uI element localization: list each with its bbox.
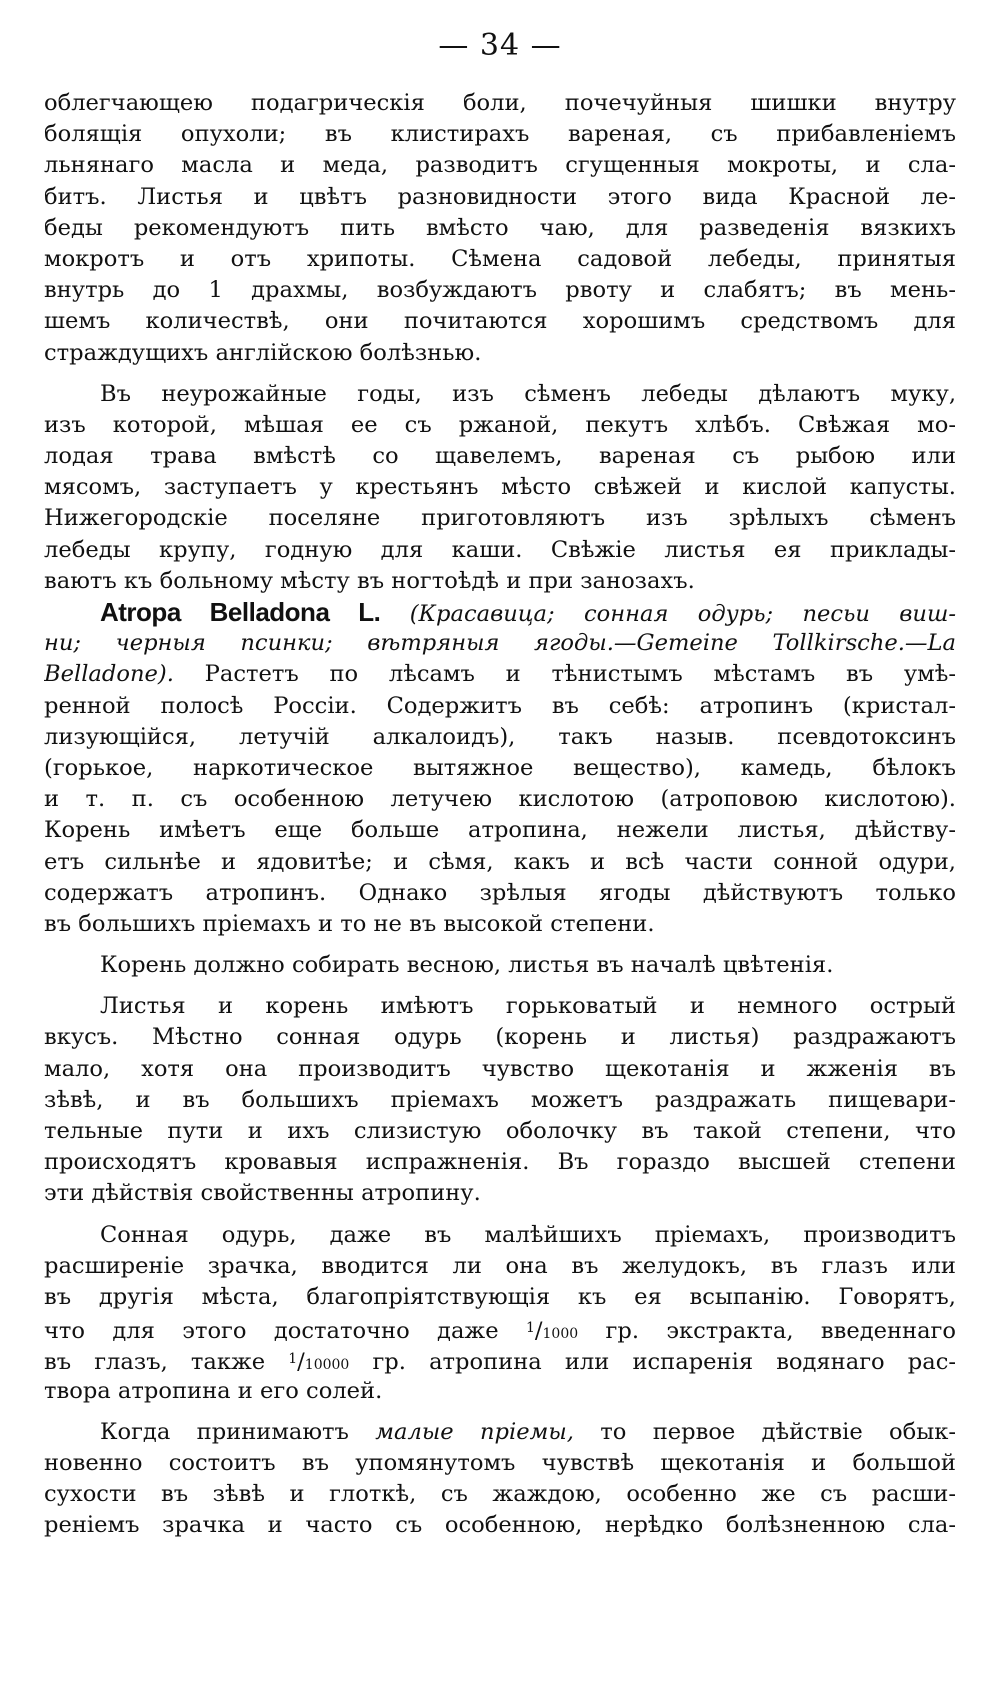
text-run: Когда принимаютъ xyxy=(100,1418,349,1445)
fraction-atropine: $^1$/10000 xyxy=(288,1349,350,1376)
text-line: расширеніе зрачка, вводится ли она въ желудокъ, въ глазъ или xyxy=(44,1252,956,1279)
paragraph-orach-uses xyxy=(44,88,956,369)
text-line: въ другія мѣста, благопріятствующія къ ея всыпанію. Говорятъ, xyxy=(44,1283,956,1310)
entry-heading-line xyxy=(44,597,956,628)
paragraph-harvest xyxy=(44,950,956,981)
text-line: въ большихъ пріемахъ и то не въ высокой степени. xyxy=(44,910,655,937)
text-line xyxy=(44,1313,956,1344)
text-line: болящія опухоли; въ клистирахъ вареная, съ прибавленіемъ xyxy=(44,121,956,148)
text-line: ренной полосѣ Россіи. Содержитъ въ себѣ: атропинъ (кристал- xyxy=(44,692,956,719)
paragraph-pupil-dilation xyxy=(44,1220,956,1407)
text-line: и т. п. съ особенною летучею кислотою (атроповою кислотою). xyxy=(44,786,956,813)
text-line: вкусъ. Мѣстно сонная одурь (корень и листья) раздражаютъ xyxy=(44,1024,956,1051)
paragraph-taste-effects xyxy=(44,991,956,1209)
text-line: зѣвѣ, и въ большихъ пріемахъ можетъ раздражать пищевари- xyxy=(44,1086,956,1113)
text-run: Растетъ по лѣсамъ и тѣнистымъ мѣстамъ въ умѣ- xyxy=(204,661,956,688)
paragraph-small-doses xyxy=(44,1417,956,1542)
text-line: Листья и корень имѣютъ горьковатый и немного острый xyxy=(100,993,956,1020)
text-line: сухости въ зѣвѣ и глоткѣ, съ жаждою, особенно же съ расши- xyxy=(44,1481,956,1508)
text-run: гр. экстракта, введеннаго xyxy=(605,1318,956,1345)
fraction-extract: $^1$/1000 xyxy=(525,1318,579,1345)
species-title: Atropa Belladona L. xyxy=(100,597,381,627)
text-line: Въ неурожайные годы, изъ сѣменъ лебеды дѣлаютъ муку, xyxy=(100,380,956,407)
text-line xyxy=(44,1417,956,1448)
species-french-name: Belladone). xyxy=(44,661,174,688)
text-line xyxy=(44,659,956,690)
text-line: лебеды крупу, годную для каши. Свѣжіе листья ея приклады- xyxy=(44,536,956,563)
book-page xyxy=(44,26,956,1541)
text-line: мало, хотя она производитъ чувство щекотанія и жженія въ xyxy=(44,1055,956,1082)
paragraph-famine-years xyxy=(44,379,956,597)
text-line xyxy=(44,1344,956,1375)
text-line: (горькое, наркотическое вытяжное вещество), камедь, бѣлокъ xyxy=(44,754,956,781)
text-line: облегчающею подагрическія боли, почечуйныя шишки внутру xyxy=(44,90,956,116)
text-line: внутрь до 1 драхмы, возбуждаютъ рвоту и слабятъ; въ мень- xyxy=(44,277,956,304)
text-line: твора атропина и его солей. xyxy=(44,1377,383,1404)
text-run: то первое дѣйствіе обык- xyxy=(600,1418,956,1445)
text-line: мокротъ и отъ хрипоты. Сѣмена садовой лебеды, принятыя xyxy=(44,245,956,272)
text-run: что для этого достаточно даже xyxy=(44,1318,499,1345)
page-number: — 34 — xyxy=(438,28,562,63)
text-line: битъ. Листья и цвѣтъ разновидности этого вида Красной ле- xyxy=(44,183,956,210)
text-line: лодая трава вмѣстѣ со щавелемъ, вареная съ рыбою или xyxy=(44,443,956,470)
text-line: Сонная одурь, даже въ малѣйшихъ пріемахъ, производитъ xyxy=(100,1221,956,1248)
text-line: беды рекомендуютъ пить вмѣсто чаю, для разведенія вязкихъ xyxy=(44,214,956,241)
text-line: ни; черныя псинки; вѣтряныя ягоды.—Gemeine Tollkirsche.—La xyxy=(44,630,956,657)
text-line: Корень должно собирать весною, листья въ началѣ цвѣтенія. xyxy=(100,952,834,979)
text-line: шемъ количествѣ, они почитаются хорошимъ средствомъ для xyxy=(44,308,956,335)
text-line: лизующійся, летучій алкалоидъ), такъ назыв. псевдотоксинъ xyxy=(44,723,956,750)
text-line: льнянаго масла и меда, разводитъ сгущенныя мокроты, и сла- xyxy=(44,152,956,179)
text-line: мясомъ, заступаетъ у крестьянъ мѣсто свѣжей и кислой капусты. xyxy=(44,474,956,501)
text-line: страждущихъ англійскою болѣзнью. xyxy=(44,339,482,366)
paragraph-belladonna-entry xyxy=(44,597,956,940)
text-line: изъ которой, мѣшая ее съ ржаной, пекутъ хлѣбъ. Свѣжая мо- xyxy=(44,411,956,438)
text-line: содержатъ атропинъ. Однако зрѣлыя ягоды дѣйствуютъ только xyxy=(44,879,956,906)
text-line: происходятъ кровавыя испражненія. Въ гораздо высшей степени xyxy=(44,1149,956,1176)
text-run: гр. атропина или испаренія водянаго рас- xyxy=(372,1349,956,1376)
text-run: въ глазъ, также xyxy=(44,1349,266,1376)
text-line: новенно состоитъ въ упомянутомъ чувствѣ щекотанія и большой xyxy=(44,1449,956,1476)
text-line: эти дѣйствія свойственны атропину. xyxy=(44,1180,481,1207)
species-synonyms: (Красавица; сонная одурь; песьи виш- xyxy=(409,601,956,627)
text-line: ваютъ къ больному мѣсту въ ногтоѣдѣ и при занозахъ. xyxy=(44,567,695,594)
text-line: етъ сильнѣе и ядовитѣе; и сѣмя, какъ и всѣ части сонной одури, xyxy=(44,848,956,875)
emphasis-small-doses: малые пріемы, xyxy=(375,1418,574,1445)
text-line: тельные пути и ихъ слизистую оболочку въ такой степени, что xyxy=(44,1118,956,1144)
text-line: Нижегородскіе поселяне приготовляютъ изъ зрѣлыхъ сѣменъ xyxy=(44,505,956,532)
text-line: реніемъ зрачка и часто съ особенною, нерѣдко болѣзненною сла- xyxy=(44,1512,956,1539)
text-line: Корень имѣетъ еще больше атропина, нежели листья, дѣйству- xyxy=(44,817,956,844)
